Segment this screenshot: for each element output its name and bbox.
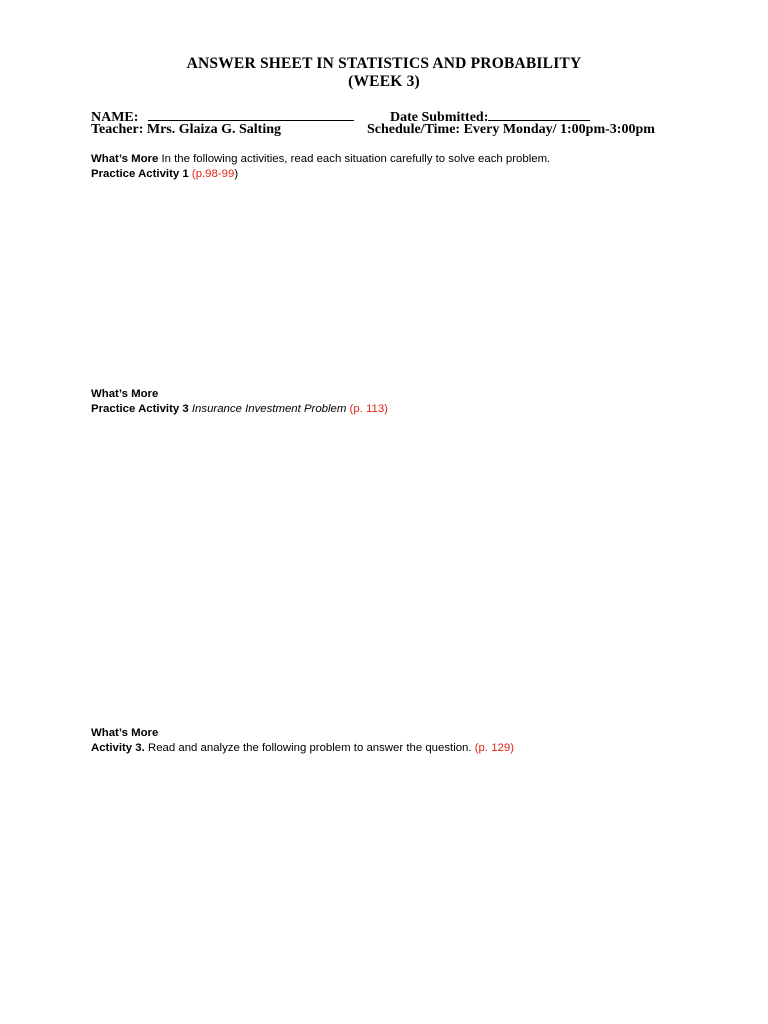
date-label: Date Submitted: xyxy=(390,110,489,125)
teacher-row xyxy=(91,122,281,138)
page-title: ANSWER SHEET IN STATISTICS AND PROBABILITY xyxy=(186,55,582,72)
teacher-name: Mrs. Glaiza G. Salting xyxy=(146,122,282,137)
section-1-activity-label: Practice Activity 1 xyxy=(91,168,189,180)
section-2-activity-title: Insurance Investment Problem xyxy=(191,403,347,415)
section-3-heading: What’s More xyxy=(91,727,159,739)
name-label: NAME: xyxy=(91,110,139,125)
schedule-value: Every Monday/ 1:00pm-3:00pm xyxy=(463,122,655,137)
schedule-row xyxy=(367,122,655,138)
name-blank[interactable] xyxy=(148,107,354,121)
date-blank[interactable] xyxy=(488,107,590,121)
section-2-activity-line xyxy=(91,403,388,415)
teacher-label: Teacher: xyxy=(91,122,144,137)
section-1-heading: What’s More xyxy=(91,153,159,165)
schedule-label: Schedule/Time: xyxy=(367,122,461,137)
section-3-page-ref: (p. 129) xyxy=(474,742,514,754)
section-1-page-ref: p.98-99 xyxy=(195,168,235,180)
section-2-activity-label: Practice Activity 3 xyxy=(91,403,189,415)
section-1-intro: In the following activities, read each situation carefully to solve each problem. xyxy=(161,153,551,165)
section-1-page-close: ) xyxy=(234,168,239,180)
section-3-activity-line xyxy=(91,742,514,754)
section-1-page-open: ( xyxy=(191,168,196,180)
section-1-heading-line xyxy=(91,153,550,165)
section-2-heading: What’s More xyxy=(91,388,159,400)
section-1-activity-line xyxy=(91,168,238,180)
section-3-activity-label: Activity 3. xyxy=(91,742,145,754)
section-3-activity-text: Read and analyze the following problem to answer the question. xyxy=(147,742,472,754)
section-2-page-ref: (p. 113) xyxy=(349,403,388,415)
page-subtitle-week: (WEEK 3) xyxy=(348,73,420,90)
